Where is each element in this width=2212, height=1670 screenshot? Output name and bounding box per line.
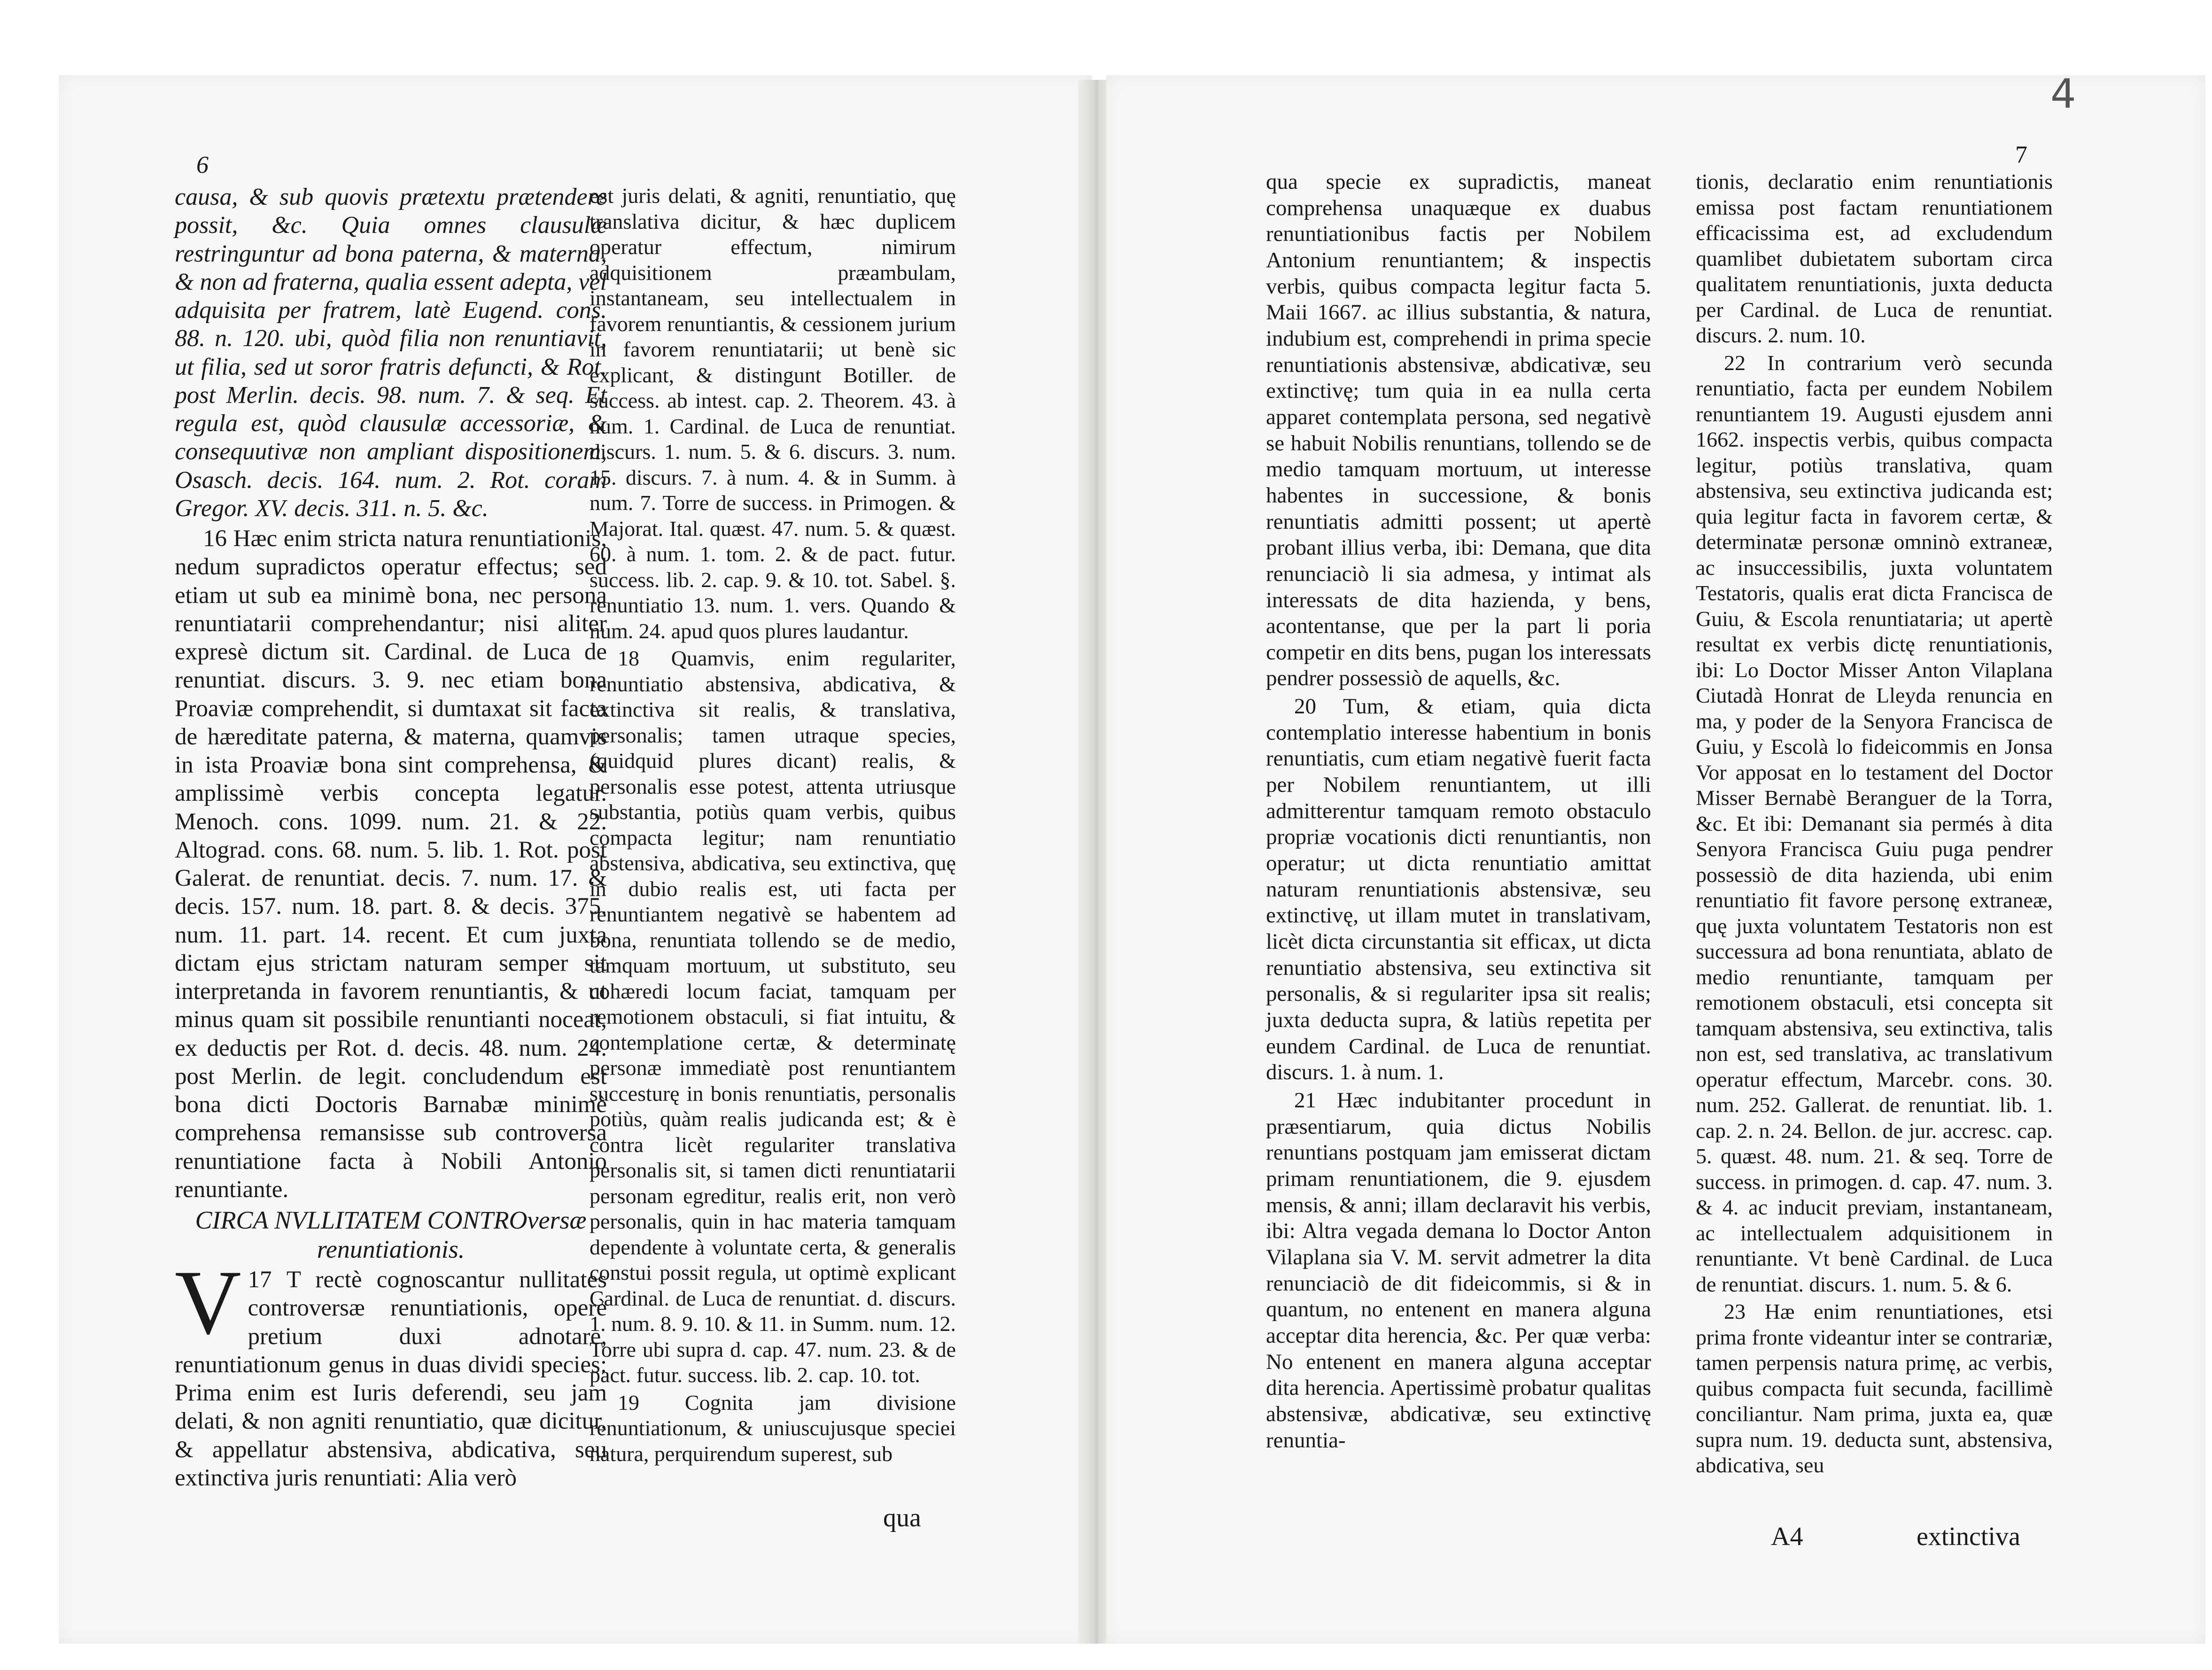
paragraph-17-text: T rectè cognoscantur nullitates controversæ renuntiationis, operè pretium duxi adnotare, renuntiationum genus in duas dividi species: Prima enim est Iuris deferendi, seu jam delati, & non agniti renuntiatio, quæ dicitur, & appellatur abstensiva, abdicativa, seu extinctiva juris renuntiati: Alia verò [175,1267,607,1491]
signature-mark: A4 [1771,1522,1803,1551]
paragraph-21: 21 Hæc indubitanter procedunt in præsentiarum, quia dictus Nobilis renuntians postquam jam emisserat dictam primam renuntiationem, die 9. ejusdem mensis, & anni; illam declaravit his verbis, ibi: Altra vegada demana lo Doctor Anton Vilaplana sia V. M. servit admetrer la dita renunciaciò de dit fideicommis, si & in quantum, no entenent en manera alguna acceptar dita herencia, &c. Per quæ verba: No entenent en manera alguna acceptar dita herencia. Apertissimè probatur qualitas abstensivæ, abdicativæ, seu extinctivę renuntia- [1266,1088,1651,1453]
page-number-right: 7 [2015,141,2027,168]
section-heading: CIRCA NVLLITATEM CONTROversæ renuntiationis. [195,1206,587,1263]
paragraph-19: 19 Cognita jam divisione renuntiationum, & uniuscujusque speciei natura, perquirendum superest, sub [590,1390,956,1466]
paragraph-23: 23 Hæ enim renuntiationes, etsi prima fronte videantur inter se contrariæ, tamen perpensis natura primę, ac verbis, quibus compacta fuit secunda, facillimè conciliantur. Nam prima, juxta ea, quæ supra num. 19. deducta sunt, abstensiva, abdicativa, seu [1696,1299,2053,1477]
paragraph-17-continuation: est juris delati, & agniti, renuntiatio, quę translativa dicitur, & hæc duplicem operatur effectum, nimirum adquisitionem præambulam, instantaneam, seu intellectualem in favorem renuntiantis, & cessionem jurium in favorem renuntiatarii; ut benè sic explicant, & distingunt Botiller. de success. ab intest. cap. 2. Theorem. 43. à num. 1. Cardinal. de Luca de renuntiat. discurs. 1. num. 5. & 6. discurs. 3. num. 15. discurs. 7. à num. 4. & in Summ. à num. 7. Torre de success. in Primogen. & Majorat. Ital. quæst. 47. num. 5. & quæst. 60. à num. 1. tom. 2. & de pact. futur. success. lib. 2. cap. 9. & 10. tot. Sabel. §. renuntiatio 13. num. 1. vers. Quando & num. 24. apud quos plures laudantur. [590,184,956,643]
folio-mark: 4 [2050,70,2076,117]
paragraph-19-continuation: qua specie ex supradictis, maneat comprehensa unaquæque ex duabus renuntiationibus factis per Nobilem Antonium renuntiantem; & inspectis verbis, quibus compacta legitur facta 5. Maii 1667. ac illius substantia, & natura, indubium est, comprehendi in prima specie renuntiationis abstensivæ, abdicativæ, seu extinctivę; tum quia in ea nulla certa apparet contemplata persona, sed negativè se habuit Nobilis renuntians, tollendo se de medio tamquam mortuum, ut interesse habentes in successione, & bonis renuntiatis admitti possent; ut apertè probant illius verba, ibi: Demana, que dita renunciaciò li sia admesa, y intimat als interessats de dita hazienda, y bens, acontentanse, que per la part li poria competir en dits bens, pugan los interessats pendrer possessiò de aquells, &c. [1266,170,1651,691]
left-column-1 [175,183,607,1494]
right-column-1 [1266,169,1651,1455]
paragraph-15-continuation: causa, & sub quovis prætextu prætendere possit, &c. Quia omnes clausulæ restringuntur ad bona paterna, & materna, & non ad fraterna, qualia essent adepta, vel adquisita per fratrem, latè Eugend. cons. 88. n. 120. ubi, quòd filia non renuntiavit, ut filia, sed ut soror fratris defuncti, & Rot. post Merlin. decis. 98. num. 7. & seq. Et regula est, quòd clausulæ accessoriæ, & consequutivæ non ampliant dispositionem, Osasch. decis. 164. num. 2. Rot. coram Gregor. XV. decis. 311. n. 5. &c. [175,184,607,522]
paragraph-21-continuation: tionis, declaratio enim renuntiationis emissa post factam renuntiationem efficacissima est, ad excludendum quamlibet dubietatem subortam circa qualitatem renuntiationis, juxta deducta per Cardinal. de Luca de renuntiat. discurs. 2. num. 10. [1696,170,2053,347]
paragraph-20: 20 Tum, & etiam, quia dicta contemplatio interesse habentium in bonis renuntiatis, cum etiam negativè fuerit facta per Nobilem renuntiantem, ut illi admitterentur tamquam remoto obstaculo propriæ vocationis dicti renuntiantis, non operatur; ut dicta renuntiatio amittat naturam renuntiationis abstensivæ, seu extinctivę, ut illam mutet in translativam, licèt dicta circunstantia sit efficax, ut dicta renuntiatio abstensiva, seu extinctiva sit personalis, & si regulariter ipsa sit realis; juxta deducta supra, & latiùs repetita per eundem Cardinal. de Luca de renuntiat. discurs. 1. à num. 1. [1266,694,1651,1085]
catchword-right: extinctiva [1917,1522,2020,1551]
paragraph-22: 22 In contrarium verò secunda renuntiatio, facta per eundem Nobilem renuntiantem 19. Augusti ejusdem anni 1662. inspectis verbis, quibus compacta legitur, potiùs translativa, quam abstensiva, seu extinctiva judicanda est; quia legitur facta in favorem certæ, & determinatæ personæ omninò extraneæ, ac insuccessibilis, juxta voluntatem Testatoris, qualis erat dicta Francisca de Guiu, & Escola renuntiataria; ut apertè resultat ex verbis dictę renuntiationis, ibi: Lo Doctor Misser Anton Vilaplana Ciutadà Honrat de Lleyda renuncia en ma, y poder de la Senyora Francisca de Guiu, y Escolà lo fideicommis en Jonsa Vor apposat en lo testament del Doctor Misser Bernabè Beranguer de la Torra, &c. Et ibi: Demanant sia permés à dita Senyora Francisca Guiu puga pendrer possessiò de dita hazienda, ubi enim renuntiatio fit favore personę extraneæ, quę juxta voluntatem Testatoris non est successura ad bona renuntiata, ablato de medio renuntiante, tamquam per remotionem obstaculi, etsi concepta sit tamquam abstensiva, seu extinctiva, talis non est, sed translativa, ac translativum operatur effectum, Marcebr. cons. 30. num. 252. Gallerat. de renuntiat. lib. 1. cap. 2. n. 24. Bellon. de jur. accresc. cap. 5. quæst. 48. num. 21. & seq. Torre de success. in primogen. d. cap. 47. num. 3. & 4. ac inducit previam, instantaneam, ac intellectualem adquisitionem in renuntiante. Vt benè Cardinal. de Luca de renuntiat. discurs. 1. num. 5. & 6. [1696,350,2053,1296]
paragraph-16: 16 Hæc enim stricta natura renuntiationis, nedum supradictos operatur effectus; sed etiam ut sub ea minimè bona, nec persona renuntiatarii comprehendantur; nisi aliter expresè dictum sit. Cardinal. de Luca de renuntiat. discurs. 3. 9. nec etiam bona Proaviæ comprehendit, si dumtaxat sit facta de hæreditate paterna, & materna, quamvis in ista Proaviæ bona sint comprehensa, & amplissimè verbis concepta legatur. Menoch. cons. 1099. num. 21. & 22. Altograd. cons. 68. num. 5. lib. 1. Rot. post Galerat. de renuntiat. decis. 7. num. 17. & decis. 157. num. 18. part. 8. & decis. 375. num. 11. part. 14. recent. Et cum juxta dictam ejus strictam naturam semper sit interpretanda in favorem renuntiantis, & ut minus quam sit possibile renuntianti noceat, ex deductis per Rot. d. decis. 48. num. 24. post Merlin. de legit. concludendum est bona dicti Doctoris Barnabæ minimè comprehensa remansisse sub controversa renuntiatione facta à Nobili Antonio renuntiante. [175,526,607,1203]
right-column-2 [1696,169,2053,1480]
page-number-left: 6 [196,152,209,178]
paragraph-17-number: 17 [248,1267,272,1293]
paragraph-17 [175,1252,607,1492]
catchword-left: qua [883,1503,921,1532]
drop-cap: V [175,1252,241,1353]
paragraph-18: 18 Quamvis, enim regulariter, renuntiatio abstensiva, abdicativa, & extinctiva sit realis, & translativa, personalis; tamen utraque species, (quidquid plures dicant) realis, & personalis esse potest, attenta utriusque substantia, potiùs quam verbis, quibus compacta legitur; nam renuntiatio abstensiva, abdicativa, seu extinctiva, quę in dubio realis est, uti facta per renuntiantem negativè se habentem ad bona, renuntiata tollendo se de medio, tamquam mortuum, ut substituto, seu cohæredi locum faciat, tamquam per remotionem obstaculi, si fiat intuitu, & contemplatione certæ, & determinatę personæ immediatè post renuntiantem succesturę in bonis renuntiatis, personalis potiùs, quàm realis judicanda est; & è contra licèt regulariter translativa personalis sit, si tamen dicti renuntiatarii personam egreditur, realis erit, non verò personalis, quin in hac materia tamquam dependente à voluntate certa, & generalis constui possit regula, ut optimè explicant Cardinal. de Luca de renuntiat. d. discurs. 1. num. 8. 9. 10. & 11. in Summ. num. 12. Torre ubi supra d. cap. 47. num. 23. & de pact. futur. success. lib. 2. cap. 10. tot. [590,646,956,1387]
left-column-2 [590,183,956,1469]
